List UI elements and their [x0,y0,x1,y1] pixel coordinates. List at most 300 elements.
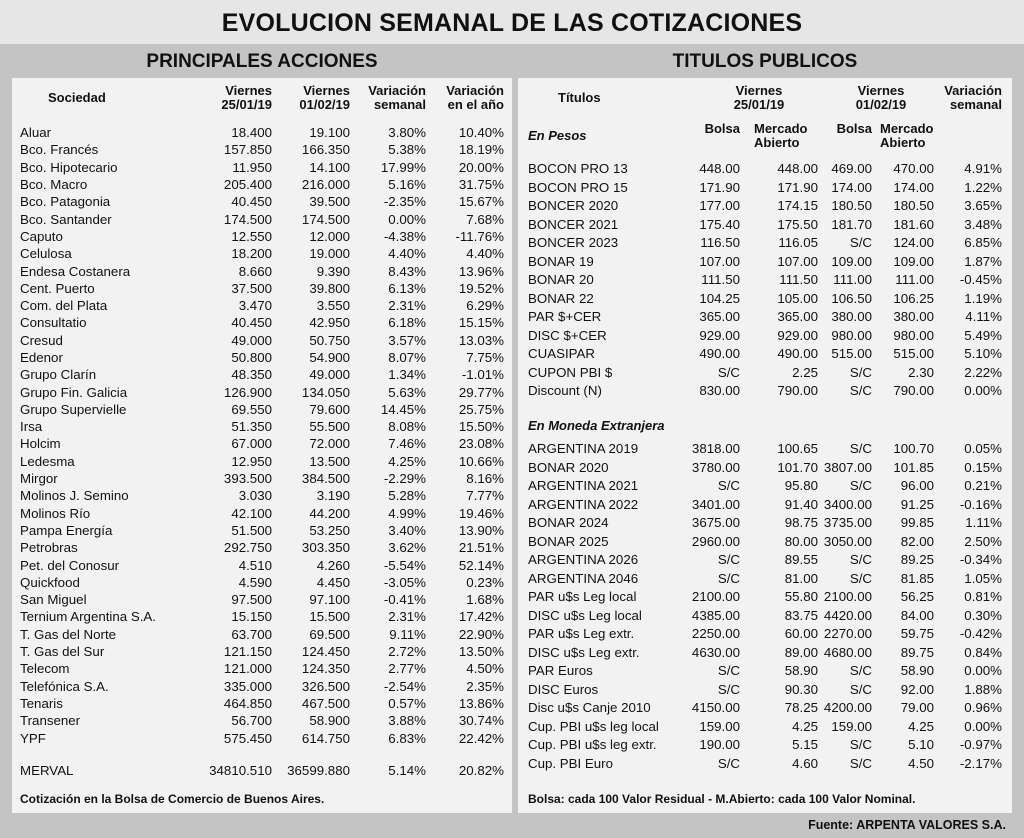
row-value: 929.00 [777,327,818,343]
row-value: 326.500 [301,678,350,694]
row-label: T. Gas del Sur [20,644,105,660]
row-value: 980.00 [831,327,872,343]
row-value: 3675.00 [691,515,740,531]
row-value: 29.77% [458,384,504,400]
header-mercado-1: Mercado Abierto [754,121,808,150]
row-value: 56.25 [900,589,934,605]
row-label: ARGENTINA 2046 [528,570,639,586]
row-value: 25.75% [458,401,504,417]
row-label: BONCER 2021 [528,216,619,232]
row-value: 17.99% [380,159,426,175]
row-label: Transener [20,713,81,729]
row-value: 49.000 [231,332,272,348]
acciones-row [20,660,504,677]
row-value: 78.25 [784,700,818,716]
row-value: 467.500 [301,695,350,711]
row-value: S/C [849,737,872,753]
row-value: 42.950 [309,315,350,331]
row-value: 126.900 [223,384,272,400]
row-value: 2.77% [388,661,426,677]
acciones-row [20,608,504,625]
extranjera-row [528,533,1002,552]
row-value: 490.00 [777,346,818,362]
row-value: 8.08% [388,419,426,435]
row-label: BONAR 20 [528,272,594,288]
row-value: 790.00 [777,383,818,399]
row-value: -0.41% [383,592,426,608]
extranjera-row [528,681,1002,700]
row-label: Consultatio [20,315,87,331]
header-viernes1-date: 25/01/19 [221,97,272,112]
titulos-section-title: TITULOS PUBLICOS [672,51,858,72]
extranjera-row [528,459,1002,478]
row-value: 4.590 [238,574,272,590]
row-value: 20.00% [458,159,504,175]
row-value: 159.00 [699,718,740,734]
row-value: 0.00% [964,383,1002,399]
row-value: 2.30 [908,364,934,380]
acciones-row [20,626,504,643]
row-value: S/C [849,755,872,771]
row-value: 190.00 [699,737,740,753]
row-value: 3.65% [964,198,1002,214]
acciones-row [20,505,504,522]
row-value: 1.11% [965,515,1002,531]
row-value: 116.50 [700,235,740,251]
row-value: 2.31% [388,298,426,314]
header-t-viernes1-date: 25/01/19 [733,97,785,112]
row-label: Edenor [20,350,63,365]
row-value: 91.25 [900,496,934,512]
row-value: 171.90 [777,179,818,195]
row-value: 58.90 [900,663,934,679]
row-label: Celulosa [20,246,72,262]
row-label: BONAR 19 [528,253,594,269]
row-label: PAR Euros [528,663,593,679]
extranjera-row [528,662,1002,681]
row-value: 0.84% [964,644,1002,660]
row-value: 51.350 [231,419,272,435]
row-value: 490.00 [699,346,740,362]
row-label: Bco. Francés [20,142,99,158]
row-value: S/C [849,441,872,457]
row-value: 384.500 [301,471,350,487]
row-value: 19.46% [458,505,504,521]
pesos-row [528,308,1002,327]
acciones-panel [12,78,512,813]
row-value: 365.00 [699,309,740,325]
row-value: 89.55 [784,552,818,568]
extranjera-row [528,570,1002,589]
acciones-section-title: PRINCIPALES ACCIONES [146,51,378,72]
row-value: 181.60 [893,216,934,232]
row-value: 3780.00 [691,459,740,475]
row-value: 15.500 [309,609,350,625]
row-value: 216.000 [301,177,350,193]
row-value: 3.030 [238,488,272,504]
acciones-row [20,729,504,746]
row-value: 4200.00 [823,700,872,716]
acciones-row [20,522,504,539]
row-value: 0.23% [466,574,504,590]
row-value: 9.11% [389,626,426,642]
row-label: Grupo Fin. Galicia [20,384,128,400]
row-value: 79.600 [309,401,350,417]
acciones-row [20,470,504,487]
row-value: 121.000 [223,661,272,677]
row-value: S/C [849,364,872,380]
row-value: 10.66% [458,453,504,469]
row-value: 174.00 [831,179,872,195]
row-value: 89.25 [900,552,934,568]
row-label: Telecom [20,661,70,677]
pesos-row [528,179,1002,198]
row-value: 12.950 [231,453,272,469]
pesos-row [528,160,1002,179]
row-label: San Miguel [20,592,87,608]
row-value: 7.46% [388,436,426,452]
row-value: 8.07% [388,350,426,365]
extranjera-row [528,718,1002,737]
row-value: 0.57% [388,695,426,711]
row-value: 80.00 [784,533,818,549]
row-value: 303.350 [301,540,350,556]
row-value: 790.00 [893,383,934,399]
extranjera-row [528,755,1002,774]
row-value: S/C [849,663,872,679]
header-viernes2-date: 01/02/19 [299,97,350,112]
row-value: 52.14% [458,557,504,573]
row-value: 79.00 [900,700,934,716]
row-value: 157.850 [223,142,272,158]
row-value: 0.00% [388,211,426,227]
row-value: 4.40% [388,246,426,262]
row-label: Tenaris [20,695,63,711]
row-value: 13.50% [458,644,504,660]
acciones-row [20,176,504,193]
header-var-anio-sub: en el año [447,97,504,112]
row-value: 15.67% [458,194,504,210]
row-value: 2.22% [964,364,1002,380]
row-label: Molinos J. Semino [20,488,129,504]
row-value: 0.96% [964,700,1002,716]
header-bolsa-1: Bolsa [704,121,740,136]
row-value: 3.190 [316,488,350,504]
row-value: 174.00 [893,179,934,195]
row-value: 81.00 [784,570,818,586]
row-label: BOCON PRO 15 [528,179,628,195]
row-value: -0.97% [959,737,1002,753]
merval-var-sem: 5.14% [388,763,426,779]
row-value: 8.660 [238,263,272,279]
row-value: 4.40% [466,246,504,262]
acciones-footnote: Cotización en la Bolsa de Comercio de Buenos Aires. [20,792,325,806]
acciones-row [20,574,504,591]
extranjera-row [528,477,1002,496]
acciones-row [20,141,504,158]
row-value: 8.16% [466,471,504,487]
acciones-row [20,349,504,366]
row-value: -0.34% [959,552,1002,568]
row-value: S/C [717,681,740,697]
pesos-row [528,345,1002,364]
row-value: 13.03% [458,332,504,348]
row-value: 180.50 [893,198,934,214]
row-value: 50.750 [309,332,350,348]
merval-var-anio: 20.82% [458,763,504,779]
pesos-row [528,364,1002,383]
row-value: 18.200 [231,246,272,262]
row-label: ARGENTINA 2019 [528,441,639,457]
row-value: 2.72% [388,644,426,660]
row-value: 12.000 [309,228,350,244]
row-value: 2250.00 [691,626,740,642]
row-label: ARGENTINA 2026 [528,552,639,568]
row-value: 0.81% [964,589,1002,605]
row-value: 54.900 [309,350,350,365]
row-label: Bco. Macro [20,177,88,193]
row-value: 82.00 [900,533,934,549]
acciones-row [20,401,504,418]
row-value: -2.17% [959,755,1002,771]
row-value: 7.75% [466,350,504,365]
row-value: 109.00 [893,253,934,269]
row-value: 166.350 [301,142,350,158]
acciones-row [20,210,504,227]
row-value: 48.350 [231,367,272,383]
row-value: 53.250 [309,522,350,538]
row-value: 21.51% [458,540,504,556]
row-value: 175.50 [777,216,818,232]
row-label: Grupo Clarín [20,367,97,383]
acciones-row [20,435,504,452]
row-value: 3.57% [388,332,426,348]
extranjera-table [528,440,1002,773]
acciones-row [20,487,504,504]
row-value: 58.90 [784,663,818,679]
row-value: 365.00 [777,309,818,325]
row-value: 1.05% [964,570,1002,586]
extranjera-row [528,588,1002,607]
acciones-row [20,314,504,331]
row-label: PAR $+CER [528,309,602,325]
row-value: 10.40% [458,125,504,141]
row-value: 40.450 [231,315,272,331]
extranjera-row [528,514,1002,533]
row-value: 97.100 [309,592,350,608]
row-label: BONAR 2024 [528,515,609,531]
header-viernes1: Viernes [225,83,272,98]
acciones-row [20,124,504,141]
row-label: Com. del Plata [20,298,108,314]
row-value: 5.10 [908,737,934,753]
header-bolsa-2: Bolsa [836,121,872,136]
row-value: 5.28% [388,488,426,504]
row-value: 0.21% [964,478,1002,494]
row-value: -3.05% [383,574,426,590]
row-label: BONAR 22 [528,290,594,306]
row-value: S/C [849,681,872,697]
row-value: 134.050 [301,384,350,400]
acciones-row [20,297,504,314]
row-value: 3.88% [388,713,426,729]
row-label: Bco. Patagonia [20,194,111,210]
row-value: 100.65 [777,441,818,457]
row-value: 4.260 [316,557,350,573]
acciones-row [20,678,504,695]
row-value: 15.15% [458,315,504,331]
row-value: 1.88% [964,681,1002,697]
row-value: -2.54% [383,678,426,694]
row-value: 980.00 [893,327,934,343]
acciones-row [20,245,504,262]
row-value: 101.70 [777,459,818,475]
acciones-row [20,556,504,573]
header-t-viernes1: Viernes [735,83,783,98]
row-value: 5.10% [964,346,1002,362]
row-value: 448.00 [777,161,818,177]
row-value: S/C [849,383,872,399]
row-value: 159.00 [831,718,872,734]
row-label: BONCER 2023 [528,235,619,251]
row-label: Pampa Energía [20,522,113,538]
row-value: 39.500 [309,194,350,210]
pesos-table [528,160,1002,401]
row-value: 4.50 [908,755,934,771]
row-value: 0.05% [964,441,1002,457]
row-value: 3.470 [238,298,272,314]
row-value: 56.700 [231,713,272,729]
row-label: T. Gas del Norte [20,626,117,642]
row-label: Aluar [20,125,52,141]
acciones-row [20,366,504,383]
extranjera-row [528,736,1002,755]
row-value: 49.000 [309,367,350,383]
row-value: 84.00 [900,607,934,623]
row-value: 111.00 [895,272,934,288]
pesos-row [528,216,1002,235]
row-value: 23.08% [458,436,504,452]
row-value: -5.54% [383,557,426,573]
pesos-row [528,327,1002,346]
acciones-row [20,193,504,210]
row-value: 116.05 [778,235,818,251]
row-value: 2960.00 [691,533,740,549]
row-value: 11.950 [232,159,272,175]
merval-v2: 36599.880 [287,763,350,779]
row-label: Mirgor [20,471,58,487]
row-label: Discount (N) [528,383,602,399]
pesos-row [528,290,1002,309]
source-note: Fuente: ARPENTA VALORES S.A. [808,818,1006,832]
row-value: 830.00 [699,383,740,399]
row-value: 929.00 [699,327,740,343]
row-value: 4.25 [792,718,818,734]
row-value: 91.40 [784,496,818,512]
row-label: Cresud [20,332,63,348]
row-value: 18.19% [458,142,504,158]
row-value: 55.80 [784,589,818,605]
row-value: 380.00 [831,309,872,325]
row-value: 4.450 [316,574,350,590]
header-t-var-sub: semanal [949,97,1002,112]
row-value: 6.29% [466,298,504,314]
row-value: 109.00 [831,253,872,269]
row-value: 42.100 [231,505,272,521]
acciones-row [20,539,504,556]
row-label: Quickfood [20,574,80,590]
row-label: Irsa [20,419,43,435]
row-value: 89.00 [784,644,818,660]
row-value: 51.500 [231,522,272,538]
acciones-header-table [20,84,504,112]
header-sociedad: Sociedad [48,90,106,105]
row-label: BOCON PRO 13 [528,161,628,177]
extranjera-row [528,607,1002,626]
row-value: 111.50 [779,272,818,288]
extranjera-label: En Moneda Extranjera [528,418,665,433]
row-label: BONAR 2020 [528,459,609,475]
row-value: 92.00 [900,681,934,697]
row-value: 19.000 [309,246,350,262]
row-value: 4.60 [792,755,818,771]
row-value: 515.00 [893,346,934,362]
row-value: 59.75 [900,626,934,642]
row-label: Cup. PBI u$s leg extr. [528,737,657,753]
row-value: 6.13% [388,280,426,296]
row-value: S/C [849,235,872,251]
row-value: 3735.00 [823,515,872,531]
row-value: -2.35% [383,194,426,210]
row-value: 111.00 [833,272,872,288]
row-value: 89.75 [900,644,934,660]
row-value: 63.700 [231,626,272,642]
row-value: 22.90% [458,626,504,642]
row-value: 4150.00 [691,700,740,716]
row-value: 4.91% [964,161,1002,177]
row-value: 37.500 [231,280,272,296]
row-value: 106.25 [893,290,934,306]
row-label: CUASIPAR [528,346,595,362]
row-label: ARGENTINA 2021 [528,478,639,494]
row-label: DISC Euros [528,681,599,697]
row-value: S/C [717,570,740,586]
row-value: 335.000 [223,678,272,694]
row-value: 6.85% [964,235,1002,251]
row-value: 40.450 [231,194,272,210]
row-value: 3400.00 [823,496,872,512]
row-value: 124.00 [893,235,934,251]
row-value: 575.450 [223,730,272,746]
row-value: S/C [717,364,740,380]
row-label: Petrobras [20,540,78,556]
row-value: 4.11% [965,309,1002,325]
acciones-row [20,418,504,435]
row-value: 2.25 [792,364,818,380]
row-label: PAR u$s Leg extr. [528,626,635,642]
row-value: S/C [717,552,740,568]
row-value: 50.800 [231,350,272,365]
row-value: -4.38% [383,228,426,244]
row-value: 3.40% [388,522,426,538]
row-value: -0.16% [959,496,1002,512]
row-value: -1.01% [461,367,504,383]
row-value: 31.75% [458,177,504,193]
row-value: 100.70 [893,441,934,457]
header-var-anio: Variación [446,83,504,98]
row-value: 4420.00 [823,607,872,623]
row-label: Ledesma [20,453,75,469]
